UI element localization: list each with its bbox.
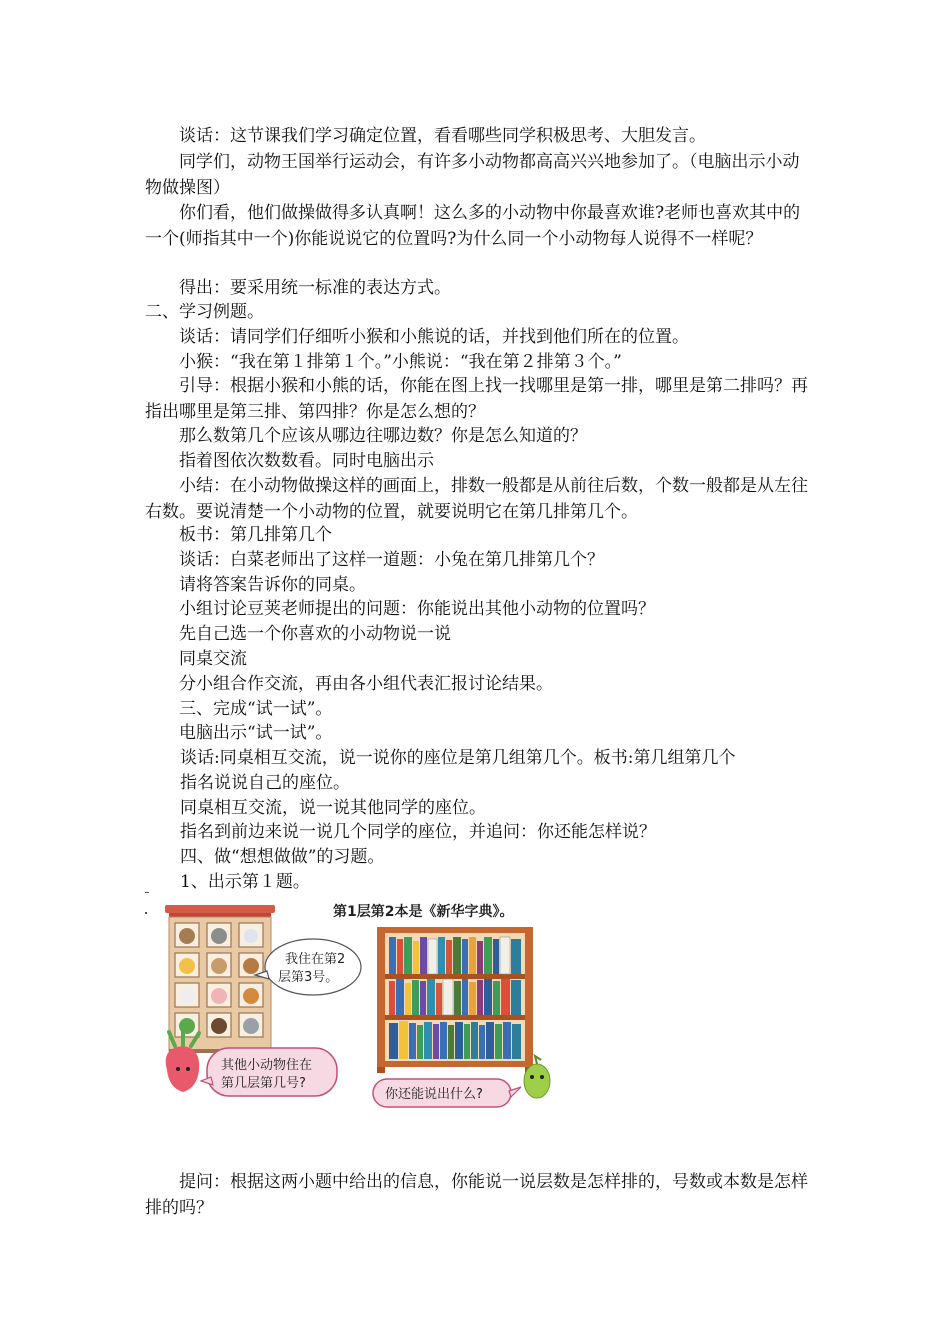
paragraph-2: 同学们，动物王国举行运动会，有许多小动物都高高兴兴地参加了。（电脑出示小动物做操图） [145, 152, 800, 198]
paragraph-1: 谈话：这节课我们学习确定位置，看看哪些同学积极思考、大胆发言。 [179, 126, 706, 146]
bubble-building-line1: 我住在第2 [285, 952, 346, 967]
section-heading-2: 二、学习例题。 [145, 302, 264, 322]
shelf-caption: 第1层第2本是《新华字典》。 [333, 904, 514, 920]
paragraph-9: 指着图依次数数看。同时电脑出示 [179, 451, 434, 471]
paragraph-18: 电脑出示“试一试”。 [179, 723, 333, 743]
paragraph-14: 小组讨论豆荚老师提出的问题：你能说出其他小动物的位置吗？ [179, 599, 655, 619]
speech-bubble-shelf [373, 1079, 521, 1107]
paragraph-7: 引导：根据小猴和小熊的话，你能在图上找一找哪里是第一排，哪里是第二排吗？再指出哪里是第三排、第四排？你是怎么想的？ [145, 376, 808, 422]
paragraph-6: 小猴：“我在第１排第１个。”小熊说：“我在第２排第３个。” [179, 352, 622, 372]
paragraph-21: 同桌相互交流，说一说其他同学的座位。 [180, 798, 486, 818]
bookshelf [377, 927, 533, 1073]
paragraph-15: 先自己选一个你喜欢的小动物说一说 [179, 624, 451, 644]
exercise-illustration [145, 895, 555, 1115]
books-row-1 [389, 937, 521, 974]
books-row-2 [389, 979, 521, 1015]
paragraph-13: 请将答案告诉你的同桌。 [179, 575, 366, 595]
speech-bubble-question [201, 1048, 337, 1096]
paragraph-17: 分小组合作交流，再由各小组代表汇报讨论结果。 [179, 674, 553, 694]
paragraph-10: 小结：在小动物做操这样的画面上，排数一般都是从前往后数，个数一般都是从左往右数。要说清楚一个小动物的位置，就要说明它在第几排第几个。 [145, 476, 808, 522]
bubble-shelf-text: 你还能说出什么? [385, 1087, 483, 1102]
paragraph-23: 1、出示第１题。 [180, 872, 310, 892]
paragraph-8: 那么数第几个应该从哪边往哪边数？你是怎么知道的？ [179, 426, 587, 446]
paragraph-11: 板书：第几排第几个 [179, 525, 332, 545]
bubble-building-line2: 层第3号。 [278, 970, 339, 985]
section-heading-3: 三、完成“试一试”。 [179, 699, 333, 719]
paragraph-20: 指名说说自己的座位。 [180, 773, 350, 793]
bubble-question-line2: 第几层第几号? [221, 1076, 306, 1091]
paragraph-4: 得出：要采用统一标准的表达方式。 [179, 278, 451, 298]
illustration-svg [145, 895, 555, 1115]
bubble-question-line1: 其他小动物住在 [221, 1058, 313, 1073]
paragraph-12: 谈话：白菜老师出了这样一道题：小兔在第几排第几个？ [179, 550, 604, 570]
paragraph-final: 提问：根据这两小题中给出的信息，你能说一说层数是怎样排的，号数或本数是怎样排的吗？ [145, 1172, 808, 1218]
paragraph-3: 你们看，他们做操做得多认真啊！这么多的小动物中你最喜欢谁?老师也喜欢其中的一个(师指其中一个)你能说说它的位置吗?为什么同一个小动物每人说得不一样呢？ [145, 203, 801, 249]
paragraph-19: 谈话:同桌相互交流，说一说你的座位是第几组第几个。板书:第几组第几个 [180, 748, 736, 768]
paragraph-16: 同桌交流 [179, 649, 247, 669]
paragraph-5: 谈话：请同学们仔细听小猴和小熊说的话，并找到他们所在的位置。 [179, 327, 689, 347]
radish-character [166, 1029, 199, 1092]
paragraph-22: 指名到前边来说一说几个同学的座位，并追问：你还能怎样说？ [180, 822, 656, 842]
section-heading-4: 四、做“想想做做”的习题。 [180, 847, 385, 867]
building-roof-top [165, 905, 275, 913]
